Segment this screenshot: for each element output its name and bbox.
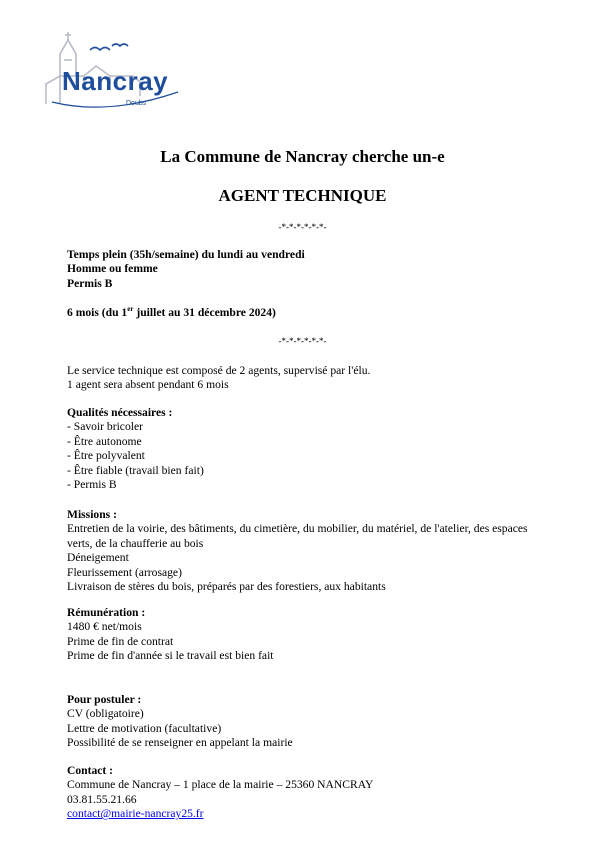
section-heading: Pour postuler : — [67, 693, 142, 706]
apply-section — [67, 693, 577, 751]
condition-line: Permis B — [67, 276, 113, 290]
list-item: verts, de la chaufferie au bois — [67, 536, 204, 550]
list-item: Lettre de motivation (facultative) — [67, 721, 222, 735]
commune-logo — [38, 26, 183, 114]
list-item: Prime de fin de contrat — [67, 634, 174, 648]
contact-address: Commune de Nancray – 1 place de la mairie – 25360 NANCRAY — [67, 778, 374, 792]
list-item: - Être autonome — [67, 434, 142, 448]
list-item: 1480 € net/mois — [67, 620, 142, 634]
duration-line: 6 mois (du 1er juillet au 31 décembre 2024) — [67, 305, 276, 319]
section-heading: Qualités nécessaires : — [67, 406, 173, 419]
conditions-block — [67, 248, 577, 291]
list-item: - Permis B — [67, 478, 117, 492]
list-item: - Être polyvalent — [67, 449, 145, 463]
section-heading: Rémunération : — [67, 606, 146, 619]
list-item: Possibilité de se renseigner en appelant la mairie — [67, 736, 293, 750]
list-item: - Savoir bricoler — [67, 420, 143, 434]
separator-1: -*-*-*-*-*-*- — [278, 222, 327, 232]
remuneration-section — [67, 606, 577, 664]
list-item: Entretien de la voirie, des bâtiments, du cimetière, du mobilier, du matériel, de l'atelier, des espaces — [67, 522, 528, 536]
condition-line: Temps plein (35h/semaine) du lundi au vendredi — [67, 248, 305, 261]
list-item: - Être fiable (travail bien fait) — [67, 463, 204, 477]
text-line: 1 agent sera absent pendant 6 mois — [67, 378, 229, 392]
logo-subtitle: Doubs — [126, 100, 147, 107]
section-heading: Contact : — [67, 764, 114, 777]
page-title: La Commune de Nancray cherche un-e — [160, 147, 445, 166]
separator-2: -*-*-*-*-*-*- — [278, 336, 327, 346]
list-item: Fleurissement (arrosage) — [67, 565, 182, 579]
contact-phone: 03.81.55.21.66 — [67, 792, 137, 806]
job-title: AGENT TECHNIQUE — [218, 186, 387, 205]
service-text — [67, 364, 577, 393]
text-line: Le service technique est composé de 2 agents, supervisé par l'élu. — [67, 364, 371, 377]
contact-section — [67, 764, 577, 822]
qualities-section — [67, 406, 577, 492]
logo-wordmark: Nancray — [62, 66, 169, 96]
list-item: Prime de fin d'année si le travail est bien fait — [67, 649, 274, 663]
list-item: CV (obligatoire) — [67, 707, 144, 721]
list-item: Livraison de stères du bois, préparés par des forestiers, aux habitants — [67, 580, 386, 594]
list-item: Déneigement — [67, 551, 129, 565]
section-heading: Missions : — [67, 508, 117, 521]
condition-line: Homme ou femme — [67, 262, 158, 276]
missions-section — [67, 508, 577, 594]
contact-email-link[interactable]: contact@mairie-nancray25.fr — [67, 807, 204, 821]
